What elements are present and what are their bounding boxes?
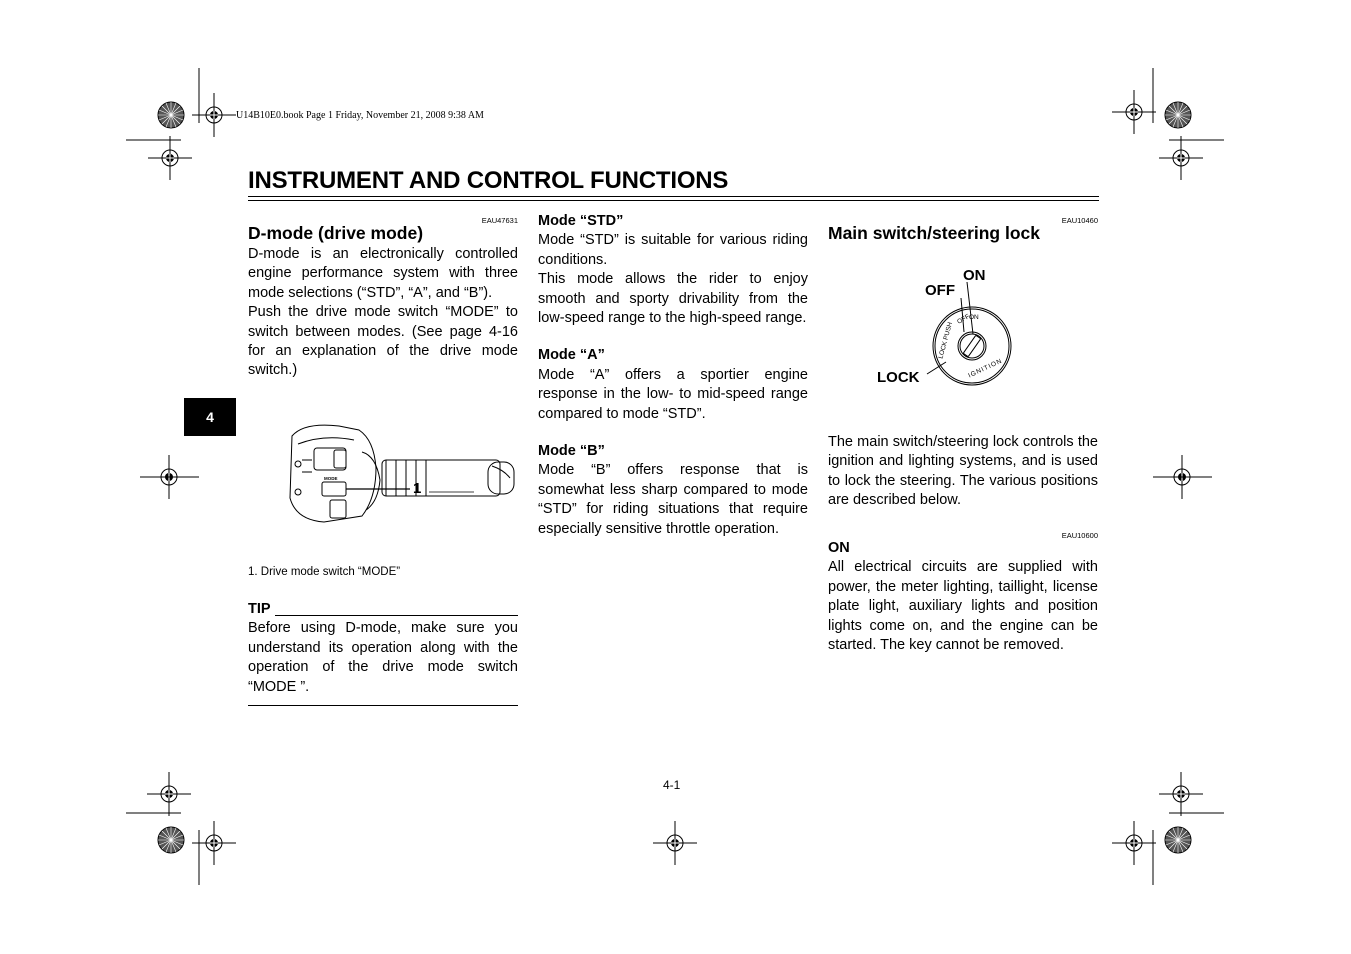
ring-text-off: OFF bbox=[956, 313, 971, 326]
dmode-body bbox=[248, 245, 518, 381]
on-section bbox=[828, 539, 1098, 655]
main-switch-heading: Main switch/steering lock bbox=[828, 223, 1040, 243]
title-rule bbox=[248, 196, 1099, 197]
tip-label: TIP bbox=[248, 601, 271, 617]
mode-std-para-2: This mode allows the rider to enjoy smooth and sporty drivability from the low-speed range to the high-speed range. bbox=[538, 271, 808, 327]
tip-box bbox=[248, 600, 518, 706]
chapter-tab: 4 bbox=[184, 398, 236, 436]
label-lock: LOCK bbox=[877, 369, 920, 386]
on-para: All electrical circuits are supplied with power, the meter lighting, taillight, license plate light, auxiliary lights and position lights come on, and the engine can be started. The key cannot be removed. bbox=[828, 559, 1098, 654]
doc-code: EAU10600 bbox=[1061, 531, 1098, 540]
on-heading: ON bbox=[828, 540, 850, 556]
section-title: INSTRUMENT AND CONTROL FUNCTIONS bbox=[248, 167, 729, 194]
label-off: OFF bbox=[925, 282, 955, 299]
title-rule-thin bbox=[248, 200, 1099, 201]
dmode-heading: D-mode (drive mode) bbox=[248, 223, 424, 243]
mode-a-heading: Mode “A” bbox=[538, 347, 605, 364]
ring-text-lock-push: LOCK PUSH bbox=[937, 321, 955, 360]
mode-switch-label: MODE bbox=[324, 476, 338, 481]
handlebar-switch-illustration bbox=[284, 420, 520, 526]
figure-caption: 1. Drive mode switch “MODE” bbox=[248, 566, 401, 578]
dmode-para-2: Push the drive mode switch “MODE” to switch between modes. (See page 4-16 for an explanation of the drive mode switch.) bbox=[248, 304, 518, 379]
print-slug: U14B10E0.book Page 1 Friday, November 21, 2008 9:38 AM bbox=[236, 110, 484, 121]
mode-a-para: Mode “A” offers a sportier engine response in the low- to mid-speed range compared to mode “STD”. bbox=[538, 366, 808, 422]
main-switch-body bbox=[828, 433, 1098, 511]
modes-column bbox=[538, 212, 808, 539]
mode-std-heading: Mode “STD” bbox=[538, 213, 624, 229]
ring-text-ignition: IGNITION bbox=[967, 357, 1004, 380]
ring-text-on: ON bbox=[969, 314, 979, 321]
mode-b-para: Mode “B” offers response that is somewhat less sharp compared to mode “STD” for riding situations that require especially sensitive throttle operation. bbox=[538, 462, 808, 537]
doc-code: EAU10460 bbox=[1061, 216, 1098, 225]
switch-ring-text bbox=[935, 307, 1045, 397]
tip-header bbox=[248, 600, 518, 619]
doc-code: EAU47631 bbox=[481, 216, 518, 225]
dmode-para-1: D-mode is an electronically controlled engine performance system with three mode selections (“STD”, “A”, and “B”). bbox=[248, 246, 518, 301]
page-number: 4-1 bbox=[663, 778, 681, 792]
main-switch-para: The main switch/steering lock controls the ignition and lighting systems, and is used to lock the steering. The various positions are described below. bbox=[828, 434, 1098, 509]
tip-text: Before using D-mode, make sure you understand its operation along with the operation of the drive mode switch “MODE ”. bbox=[248, 620, 518, 695]
mode-b-heading: Mode “B” bbox=[538, 443, 605, 460]
tip-bottom-rule bbox=[248, 705, 518, 706]
tip-rule bbox=[275, 615, 518, 616]
callout-1: 1 bbox=[413, 480, 422, 497]
mode-std-para-1: Mode “STD” is suitable for various riding conditions. bbox=[538, 232, 808, 268]
label-on: ON bbox=[963, 267, 986, 284]
